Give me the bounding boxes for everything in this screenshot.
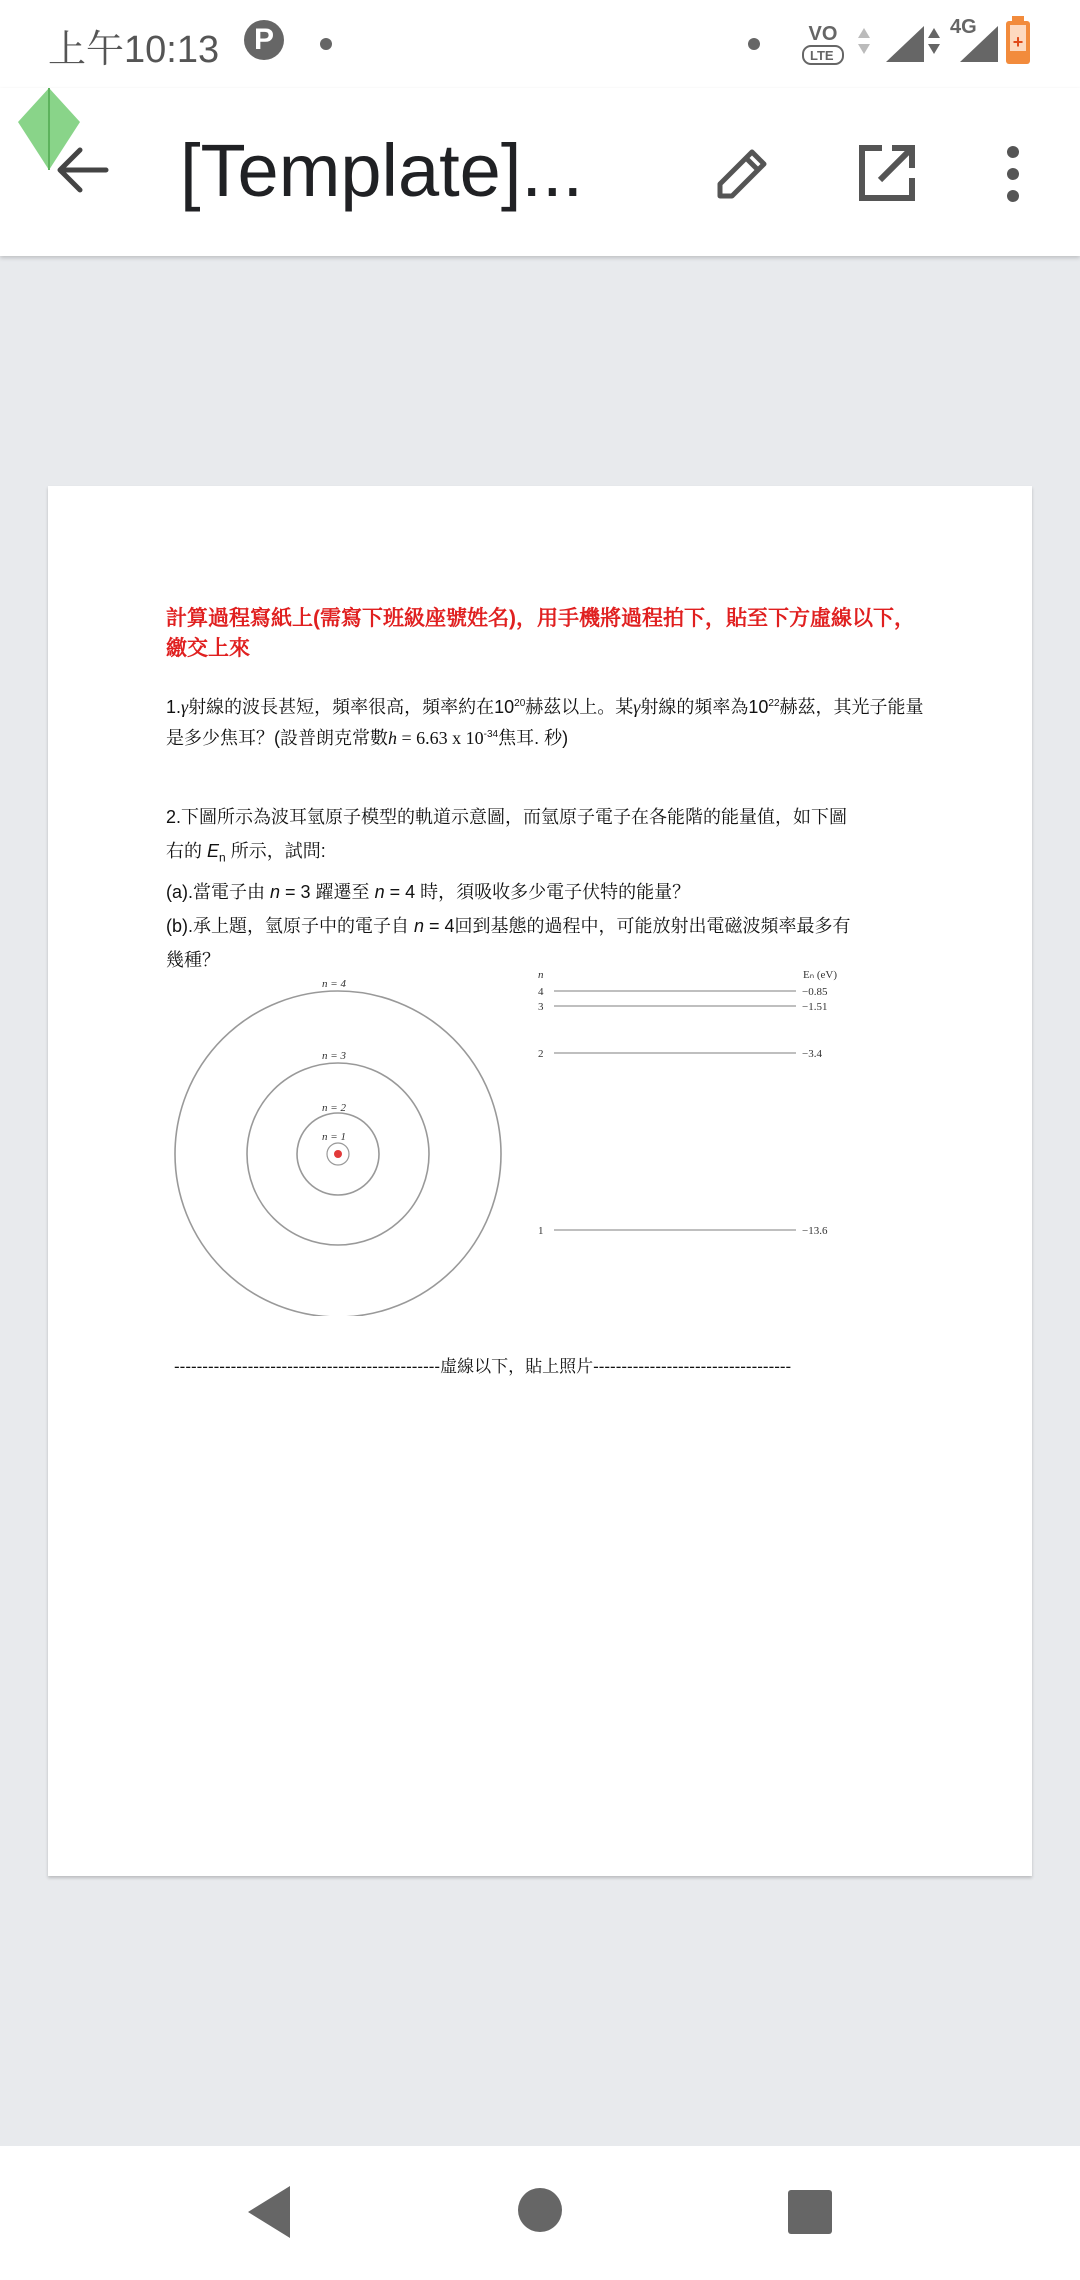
lte-label: LTE [810,48,834,63]
nav-home-icon[interactable] [516,2186,564,2234]
energy-level-n: 1 [538,1225,544,1237]
question-2a: (a).當電子由 n = 3 躍遷至 n = 4 時，須吸收多少電子伏特的能量？ [166,881,691,902]
orbit-label: n = 3 [322,1050,346,1062]
energy-level-value: −3.4 [802,1048,822,1060]
back-arrow-icon[interactable] [52,140,112,200]
energy-level-n: 2 [538,1048,544,1060]
question-2-line: 2.下圖所示為波耳氫原子模型的軌道示意圖，而氫原子電子在各能階的能量值，如下圖 [166,807,848,827]
question-2 [166,800,926,977]
pinterest-icon: P [244,20,284,60]
signal-icon [958,24,1000,64]
energy-level-diagram [528,964,858,1244]
energy-unit-header: Eₙ (eV) [803,969,838,981]
orbit-label: n = 2 [322,1102,346,1114]
data-arrows-icon [926,26,942,56]
energy-level-value: −13.6 [802,1225,828,1237]
energy-level-n: 4 [538,986,544,998]
question-2-line: 右的 $E_n$ 所示，試問: [166,841,326,865]
document-page[interactable] [48,486,1032,1876]
network-type-label: 4G [950,16,977,38]
energy-level-n: 3 [538,1001,544,1013]
dashed-divider: -----------------------------------------------虛線以下，貼上照片----------------------------------- [174,1357,792,1376]
question-2-line: 幾種？ [166,949,220,970]
question-1: 1.γ射線的波長甚短，頻率很高，頻率約在$10^{20}$赫茲以上。某γ射線的頻率為$10^{22}$赫茲，其光子能量是多少焦耳？(設普朗克常數h = 6.63 x $10^{-34}$焦耳. 秒) [166,697,924,748]
status-dot-icon [748,38,760,50]
notification-dot-icon [320,38,332,50]
svg-text:+: + [1012,32,1024,52]
energy-n-header: n [538,969,544,981]
status-bar [0,0,1080,88]
nav-recents-icon[interactable] [786,2188,834,2236]
open-external-icon[interactable] [856,142,918,204]
energy-level-value: −1.51 [802,1001,828,1013]
nav-back-icon[interactable] [244,2184,294,2240]
energy-level-value: −0.85 [802,986,828,998]
orbit-label: n = 1 [322,1131,346,1143]
edit-pencil-icon[interactable] [712,142,774,204]
question-2b: (b).承上題，氫原子中的電子自 n = 4回到基態的過程中，可能放射出電磁波頻率最多有 [166,915,851,936]
signal-icon [884,24,926,64]
orbit-label: n = 4 [322,978,346,990]
status-time: 上午10:13 [48,29,220,71]
svg-text:VO: VO [808,23,838,45]
nucleus-icon [334,1150,342,1158]
app-bar [0,88,1080,256]
bohr-orbit-diagram [166,970,512,1316]
more-options-icon[interactable] [998,142,1028,206]
battery-icon [1004,16,1032,66]
instruction-text: 計算過程寫紙上(需寫下班級座號姓名)，用手機將過程拍下，貼至下方虛線以下，繳交上來 [166,607,915,660]
data-arrows-icon [856,26,872,56]
navigation-bar [0,2146,1080,2280]
document-title: [Template]... [180,129,584,212]
